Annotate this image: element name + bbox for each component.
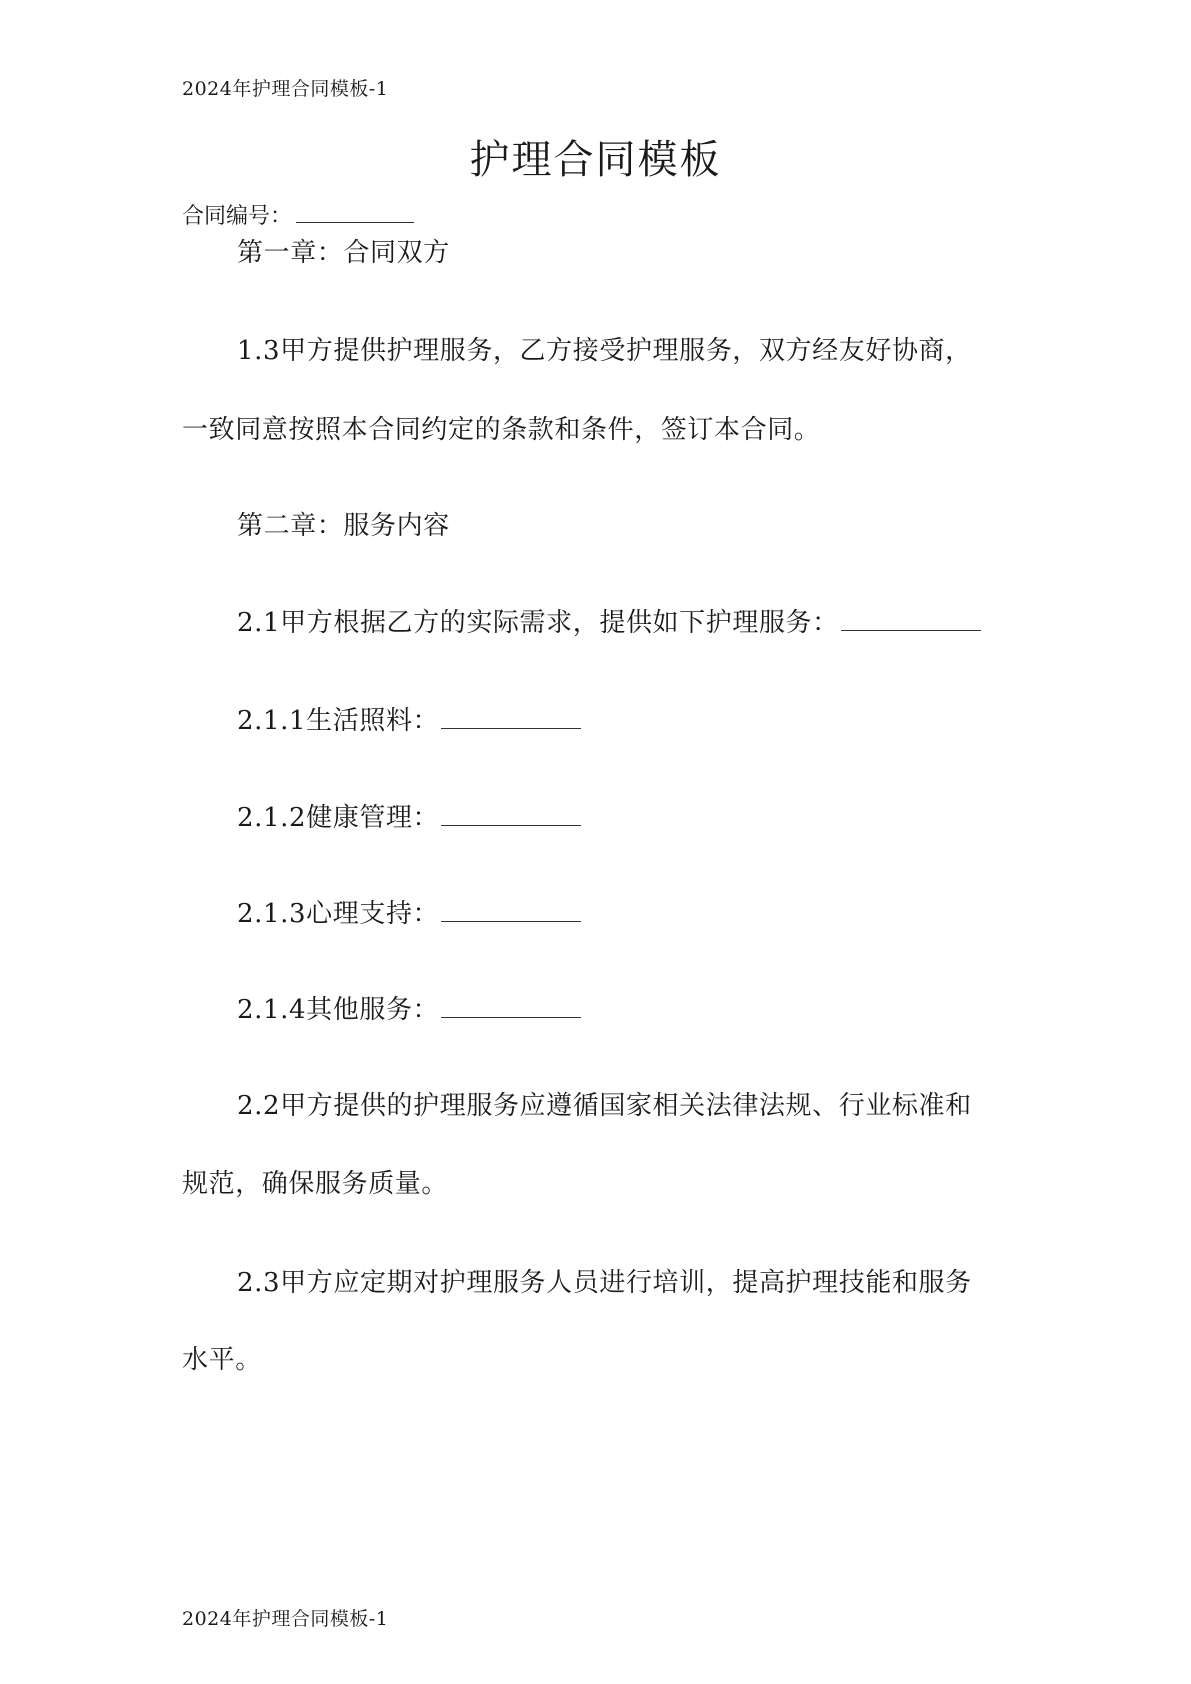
contract-number-label: 合同编号：: [182, 204, 293, 229]
service-item-blank[interactable]: [441, 899, 581, 922]
service-item-blank[interactable]: [441, 995, 581, 1018]
clause-2-3-line2: 水平。: [182, 1345, 262, 1375]
document-title: 护理合同模板: [469, 137, 722, 183]
clause-1-3-line1: 1.3甲方提供护理服务，乙方接受护理服务，双方经友好协商，: [237, 336, 972, 366]
clause-2-1-text: 2.1甲方根据乙方的实际需求，提供如下护理服务：: [237, 608, 839, 638]
service-item-label: 2.1.1生活照料：: [237, 706, 440, 736]
service-item-label: 2.1.4其他服务：: [237, 995, 440, 1025]
clause-1-3-line2: 一致同意按照本合同约定的条款和条件，签订本合同。: [182, 415, 821, 445]
clause-2-1-blank[interactable]: [841, 608, 981, 631]
chapter1-heading: 第一章：合同双方: [237, 238, 450, 268]
service-item: [237, 893, 581, 930]
service-item-blank[interactable]: [441, 803, 581, 826]
service-item-label: 2.1.3心理支持：: [237, 899, 440, 929]
service-item-blank[interactable]: [441, 706, 581, 729]
page-header: 2024年护理合同模板-1: [182, 78, 389, 100]
service-item: [237, 989, 581, 1026]
clause-2-2-line1: 2.2甲方提供的护理服务应遵循国家相关法律法规、行业标准和: [237, 1091, 972, 1121]
page-footer: 2024年护理合同模板-1: [182, 1608, 389, 1630]
service-item: [237, 700, 581, 737]
service-item: [237, 797, 581, 834]
contract-number-blank[interactable]: [296, 204, 414, 223]
chapter2-heading: 第二章：服务内容: [237, 511, 450, 541]
clause-2-1: [237, 602, 981, 639]
clause-2-3-line1: 2.3甲方应定期对护理服务人员进行培训，提高护理技能和服务: [237, 1268, 972, 1298]
service-item-label: 2.1.2健康管理：: [237, 803, 440, 833]
contract-number-row: [182, 199, 414, 230]
clause-2-2-line2: 规范，确保服务质量。: [182, 1169, 449, 1199]
